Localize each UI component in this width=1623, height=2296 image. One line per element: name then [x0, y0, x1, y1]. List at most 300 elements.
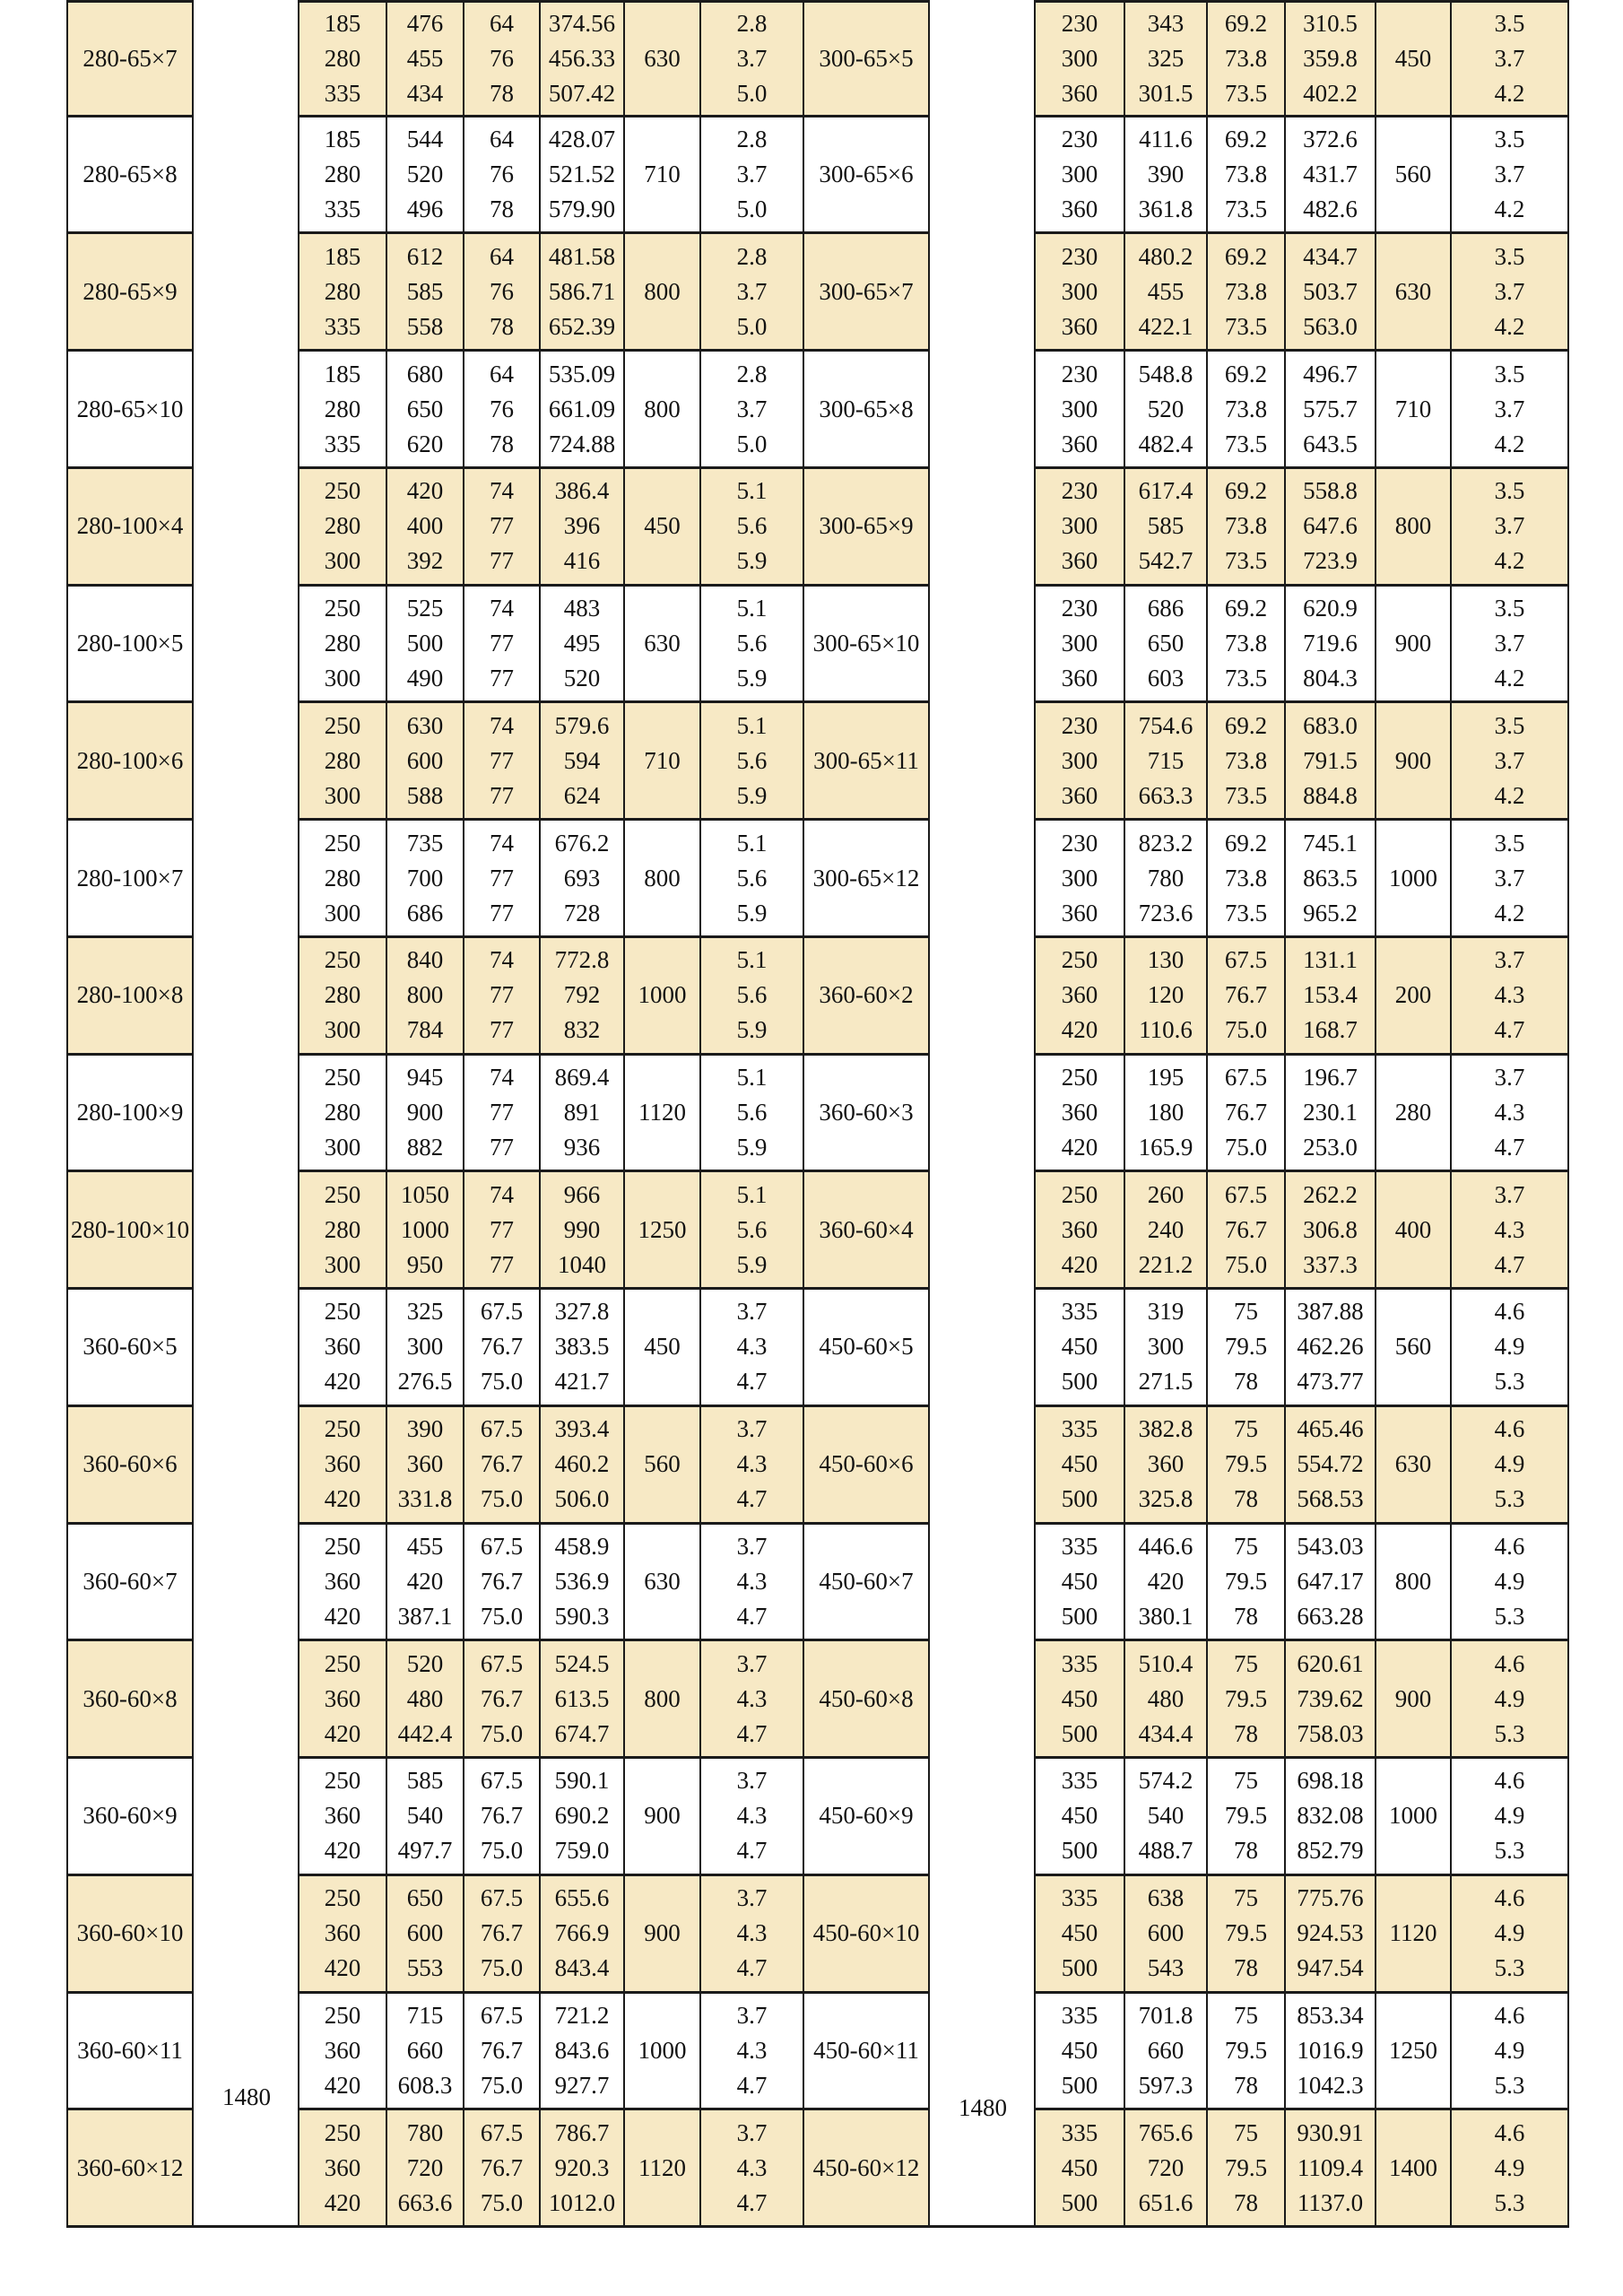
value-line: 4.2 — [1494, 899, 1525, 926]
value-line: 76.7 — [480, 1333, 524, 1361]
value-line: 75.0 — [480, 1602, 524, 1630]
value-line: 420 — [324, 1485, 361, 1513]
left-model-cell — [66, 1994, 194, 2111]
model-label: 450-60×10 — [812, 1919, 920, 1947]
left-npsh-cell — [701, 821, 804, 938]
value-line: 67.5 — [1224, 1180, 1268, 1208]
value-line: 548.8 — [1138, 360, 1193, 387]
value-line: 450 — [1061, 2036, 1098, 2064]
value-line: 300 — [324, 781, 361, 809]
value-line: 1120 — [638, 2153, 686, 2181]
value-line: 500 — [1061, 1719, 1098, 1747]
left-motor-power-cell — [625, 703, 701, 821]
value-line: 652.39 — [548, 312, 616, 340]
left-power-cell — [541, 703, 625, 821]
value-line: 4.7 — [736, 2071, 768, 2099]
right-model-cell — [804, 1641, 930, 1759]
value-line: 360 — [1061, 665, 1098, 692]
value-line: 920.3 — [554, 2153, 610, 2181]
value-line: 745.1 — [1303, 829, 1358, 857]
value-line: 73.8 — [1224, 395, 1268, 422]
right-speed-column-cell — [930, 938, 1036, 1056]
value-line: 3.7 — [1494, 1180, 1525, 1208]
value-line: 250 — [324, 1180, 361, 1208]
value-line: 75 — [1234, 1298, 1258, 1326]
value-line: 280 — [324, 1098, 361, 1126]
value-line: 5.3 — [1494, 1485, 1525, 1513]
value-line: 600 — [1147, 1919, 1185, 1947]
value-line: 613.5 — [554, 1684, 610, 1712]
value-line: 420 — [324, 2188, 361, 2216]
value-line: 153.4 — [1303, 981, 1358, 1009]
left-flow-cell — [299, 117, 387, 235]
value-line: 250 — [324, 2118, 361, 2146]
value-line: 661.09 — [548, 395, 616, 422]
value-line: 728 — [563, 899, 601, 926]
value-line: 74 — [490, 477, 514, 505]
left-power-cell — [541, 1056, 625, 1173]
value-line: 724.88 — [548, 430, 616, 457]
value-line: 250 — [1061, 1180, 1098, 1208]
value-line: 131.1 — [1303, 946, 1358, 974]
value-line: 4.7 — [736, 1368, 768, 1396]
value-line: 306.8 — [1303, 1215, 1358, 1243]
value-line: 280 — [324, 746, 361, 774]
value-line: 390 — [1147, 161, 1185, 188]
value-line: 4.6 — [1494, 1298, 1525, 1326]
value-line: 500 — [1061, 1368, 1098, 1396]
value-line: 482.4 — [1138, 430, 1193, 457]
right-motor-power-cell — [1376, 1172, 1452, 1290]
value-line: 335 — [1061, 1298, 1098, 1326]
right-model-cell — [804, 0, 930, 117]
left-head-cell — [387, 1525, 464, 1642]
value-line: 67.5 — [480, 1532, 524, 1560]
right-motor-power-cell — [1376, 587, 1452, 704]
left-head-cell — [387, 938, 464, 1056]
right-speed-column-cell — [930, 1641, 1036, 1759]
right-efficiency-cell — [1208, 469, 1286, 587]
value-line: 3.7 — [736, 1298, 768, 1326]
value-line: 4.7 — [1494, 1250, 1525, 1278]
value-line: 110.6 — [1139, 1016, 1193, 1044]
value-line: 3.7 — [1494, 395, 1525, 422]
value-line: 574.2 — [1138, 1767, 1193, 1795]
right-head-cell — [1125, 1525, 1208, 1642]
right-head-cell — [1125, 1759, 1208, 1876]
value-line: 650 — [406, 395, 444, 422]
right-speed-column-cell — [930, 1172, 1036, 1290]
value-line: 3.7 — [1494, 864, 1525, 891]
value-line: 869.4 — [554, 1063, 610, 1091]
value-line: 1012.0 — [548, 2188, 616, 2216]
value-line: 3.7 — [1494, 946, 1525, 974]
value-line: 387.88 — [1297, 1298, 1364, 1326]
value-line: 620 — [406, 430, 444, 457]
left-model-cell — [66, 0, 194, 117]
left-head-cell — [387, 1641, 464, 1759]
value-line: 331.8 — [397, 1485, 453, 1513]
right-npsh-cell — [1452, 1641, 1569, 1759]
left-head-cell — [387, 469, 464, 587]
right-npsh-cell — [1452, 1759, 1569, 1876]
left-flow-cell — [299, 1172, 387, 1290]
value-line: 380.1 — [1138, 1602, 1193, 1630]
right-head-cell — [1125, 469, 1208, 587]
value-line: 250 — [324, 477, 361, 505]
value-line: 335 — [1061, 2118, 1098, 2146]
value-line: 428.07 — [548, 126, 616, 153]
value-line: 500 — [1061, 1837, 1098, 1865]
model-label: 450-60×12 — [812, 2153, 920, 2181]
value-line: 4.9 — [1494, 1333, 1525, 1361]
value-line: 77 — [490, 1215, 514, 1243]
value-line: 630 — [644, 44, 681, 72]
value-line: 683.0 — [1303, 711, 1358, 739]
value-line: 882 — [406, 1133, 444, 1161]
left-power-cell — [541, 1525, 625, 1642]
value-line: 327.8 — [554, 1298, 610, 1326]
value-line: 76.7 — [480, 1567, 524, 1595]
left-npsh-cell — [701, 1407, 804, 1525]
value-line: 78 — [1234, 1368, 1258, 1396]
right-head-cell — [1125, 821, 1208, 938]
value-line: 300 — [1061, 512, 1098, 540]
value-line: 715 — [406, 2001, 444, 2029]
value-line: 421.7 — [554, 1368, 610, 1396]
value-line: 3.7 — [736, 1649, 768, 1677]
value-line: 446.6 — [1138, 1532, 1193, 1560]
right-efficiency-cell — [1208, 821, 1286, 938]
left-flow-cell — [299, 1525, 387, 1642]
value-line: 554.72 — [1297, 1450, 1364, 1478]
right-power-cell — [1286, 0, 1376, 117]
value-line: 3.7 — [1494, 630, 1525, 657]
value-line: 73.5 — [1224, 196, 1268, 223]
right-efficiency-cell — [1208, 1056, 1286, 1173]
left-speed-column-cell — [194, 1056, 299, 1173]
value-line: 1000 — [1389, 1802, 1437, 1830]
left-motor-power-cell — [625, 1994, 701, 2111]
value-line: 420 — [324, 1954, 361, 1982]
value-line: 77 — [490, 547, 514, 575]
right-power-cell — [1286, 1172, 1376, 1290]
value-line: 75 — [1234, 1532, 1258, 1560]
left-speed-column-cell — [194, 1172, 299, 1290]
right-model-cell — [804, 1407, 930, 1525]
value-line: 78 — [1234, 1485, 1258, 1513]
value-line: 4.6 — [1494, 1884, 1525, 1912]
value-line: 4.2 — [1494, 781, 1525, 809]
right-speed-column-cell — [930, 2110, 1036, 2228]
model-label: 300-65×5 — [819, 44, 914, 72]
left-power-cell — [541, 938, 625, 1056]
left-efficiency-cell — [464, 469, 541, 587]
right-flow-cell — [1036, 1172, 1125, 1290]
value-line: 455 — [1147, 277, 1185, 305]
left-head-cell — [387, 2110, 464, 2228]
left-flow-cell — [299, 469, 387, 587]
value-line: 64 — [490, 242, 514, 270]
value-line: 280 — [1394, 1098, 1432, 1126]
value-line: 431.7 — [1303, 161, 1358, 188]
value-line: 4.7 — [736, 1954, 768, 1982]
right-efficiency-cell — [1208, 938, 1286, 1056]
right-power-cell — [1286, 703, 1376, 821]
left-head-cell — [387, 0, 464, 117]
left-speed-column-cell — [194, 117, 299, 235]
left-efficiency-cell — [464, 1525, 541, 1642]
model-label: 280-100×9 — [76, 1098, 184, 1126]
value-line: 360 — [324, 1333, 361, 1361]
value-line: 5.6 — [736, 1215, 768, 1243]
right-flow-cell — [1036, 117, 1125, 235]
left-power-cell — [541, 0, 625, 117]
value-line: 360 — [324, 1684, 361, 1712]
left-flow-cell — [299, 1641, 387, 1759]
value-line: 630 — [1394, 277, 1432, 305]
value-line: 759.0 — [554, 1837, 610, 1865]
value-line: 520 — [406, 161, 444, 188]
value-line: 250 — [324, 595, 361, 622]
value-line: 3.5 — [1494, 242, 1525, 270]
value-line: 73.5 — [1224, 79, 1268, 107]
value-line: 660 — [1147, 2036, 1185, 2064]
left-speed-column-cell — [194, 587, 299, 704]
value-line: 360 — [324, 1802, 361, 1830]
value-line: 76.7 — [1224, 1215, 1268, 1243]
value-line: 77 — [490, 630, 514, 657]
value-line: 4.7 — [1494, 1016, 1525, 1044]
right-flow-cell — [1036, 1407, 1125, 1525]
left-flow-cell — [299, 1056, 387, 1173]
value-line: 420 — [1061, 1133, 1098, 1161]
left-efficiency-cell — [464, 1876, 541, 1994]
value-line: 300 — [324, 899, 361, 926]
value-line: 74 — [490, 946, 514, 974]
model-label: 450-60×8 — [819, 1684, 914, 1712]
value-line: 765.6 — [1138, 2118, 1193, 2146]
right-npsh-cell — [1452, 587, 1569, 704]
right-model-cell — [804, 2110, 930, 2228]
value-line: 73.5 — [1224, 547, 1268, 575]
value-line: 543.03 — [1297, 1532, 1364, 1560]
value-line: 524.5 — [554, 1649, 610, 1677]
value-line: 250 — [324, 1532, 361, 1560]
value-line: 400 — [1394, 1215, 1432, 1243]
value-line: 723.6 — [1138, 899, 1193, 926]
value-line: 4.6 — [1494, 2118, 1525, 2146]
left-efficiency-cell — [464, 117, 541, 235]
value-line: 766.9 — [554, 1919, 610, 1947]
left-flow-cell — [299, 0, 387, 117]
value-line: 75 — [1234, 1415, 1258, 1443]
value-line: 78 — [1234, 1837, 1258, 1865]
value-line: 936 — [563, 1133, 601, 1161]
right-efficiency-cell — [1208, 0, 1286, 117]
value-line: 4.6 — [1494, 1415, 1525, 1443]
value-line: 221.2 — [1138, 1250, 1193, 1278]
value-line: 78 — [490, 312, 514, 340]
value-line: 2.8 — [736, 242, 768, 270]
value-line: 1050 — [401, 1180, 449, 1208]
value-line: 69.2 — [1224, 829, 1268, 857]
value-line: 4.3 — [736, 1450, 768, 1478]
right-npsh-cell — [1452, 1407, 1569, 1525]
value-line: 1016.9 — [1297, 2036, 1364, 2064]
right-motor-power-cell — [1376, 1525, 1452, 1642]
value-line: 3.7 — [736, 277, 768, 305]
value-line: 5.0 — [736, 312, 768, 340]
value-line: 739.62 — [1297, 1684, 1364, 1712]
value-line: 250 — [1061, 1063, 1098, 1091]
value-line: 250 — [324, 1649, 361, 1677]
value-line: 69.2 — [1224, 242, 1268, 270]
left-model-cell — [66, 469, 194, 587]
value-line: 360 — [324, 1567, 361, 1595]
value-line: 434.4 — [1138, 1719, 1193, 1747]
value-line: 800 — [406, 981, 444, 1009]
value-line: 75 — [1234, 1884, 1258, 1912]
value-line: 75.0 — [480, 2188, 524, 2216]
value-line: 698.18 — [1297, 1767, 1364, 1795]
value-line: 579.6 — [554, 711, 610, 739]
model-label: 280-65×8 — [82, 161, 178, 188]
value-line: 586.71 — [548, 277, 616, 305]
value-line: 663.28 — [1297, 1602, 1364, 1630]
value-line: 3.7 — [736, 395, 768, 422]
value-line: 77 — [490, 981, 514, 1009]
value-line: 5.0 — [736, 430, 768, 457]
value-line: 78 — [490, 79, 514, 107]
left-npsh-cell — [701, 1759, 804, 1876]
right-efficiency-cell — [1208, 2110, 1286, 2228]
left-motor-power-cell — [625, 1525, 701, 1642]
value-line: 5.1 — [736, 711, 768, 739]
value-line: 3.5 — [1494, 9, 1525, 37]
right-flow-cell — [1036, 587, 1125, 704]
right-flow-cell — [1036, 234, 1125, 352]
right-npsh-cell — [1452, 1525, 1569, 1642]
value-line: 5.3 — [1494, 1719, 1525, 1747]
right-motor-power-cell — [1376, 469, 1452, 587]
value-line: 1000 — [638, 981, 687, 1009]
value-line: 1040 — [558, 1250, 606, 1278]
left-power-cell — [541, 1407, 625, 1525]
right-efficiency-cell — [1208, 1641, 1286, 1759]
left-npsh-cell — [701, 1290, 804, 1407]
value-line: 450 — [1061, 1919, 1098, 1947]
left-npsh-cell — [701, 234, 804, 352]
value-line: 67.5 — [1224, 1063, 1268, 1091]
right-flow-cell — [1036, 2110, 1125, 2228]
value-line: 130 — [1147, 946, 1185, 974]
value-line: 250 — [324, 1884, 361, 1912]
value-line: 758.03 — [1297, 1719, 1364, 1747]
value-line: 588 — [406, 781, 444, 809]
value-line: 5.6 — [736, 981, 768, 1009]
right-motor-power-cell — [1376, 1759, 1452, 1876]
right-motor-power-cell — [1376, 1994, 1452, 2111]
value-line: 4.9 — [1494, 2153, 1525, 2181]
left-model-cell — [66, 117, 194, 235]
right-head-cell — [1125, 0, 1208, 117]
value-line: 73.8 — [1224, 630, 1268, 657]
value-line: 67.5 — [480, 1298, 524, 1326]
right-efficiency-cell — [1208, 352, 1286, 469]
model-label: 280-100×10 — [70, 1215, 190, 1243]
value-line: 560 — [1394, 1333, 1432, 1361]
left-efficiency-cell — [464, 1290, 541, 1407]
value-line: 360 — [1061, 312, 1098, 340]
value-line: 455 — [406, 1532, 444, 1560]
value-line: 79.5 — [1224, 1802, 1268, 1830]
right-flow-cell — [1036, 821, 1125, 938]
value-line: 75.0 — [480, 2071, 524, 2099]
value-line: 75 — [1234, 2118, 1258, 2146]
value-line: 77 — [490, 512, 514, 540]
value-line: 4.6 — [1494, 2001, 1525, 2029]
value-line: 77 — [490, 864, 514, 891]
value-line: 420 — [1147, 1567, 1185, 1595]
value-line: 542.7 — [1138, 547, 1193, 575]
value-line: 723.9 — [1303, 547, 1358, 575]
right-efficiency-cell — [1208, 1759, 1286, 1876]
right-head-cell — [1125, 1641, 1208, 1759]
value-line: 4.2 — [1494, 430, 1525, 457]
right-efficiency-cell — [1208, 1290, 1286, 1407]
value-line: 335 — [1061, 1415, 1098, 1443]
model-label: 280-100×7 — [76, 864, 184, 891]
value-line: 575.7 — [1303, 395, 1358, 422]
value-line: 1042.3 — [1297, 2071, 1364, 2099]
left-motor-power-cell — [625, 938, 701, 1056]
value-line: 77 — [490, 1098, 514, 1126]
value-line: 5.9 — [736, 665, 768, 692]
value-line: 686 — [406, 899, 444, 926]
value-line: 73.8 — [1224, 277, 1268, 305]
value-line: 663.6 — [397, 2188, 453, 2216]
right-power-cell — [1286, 117, 1376, 235]
value-line: 360 — [1061, 547, 1098, 575]
right-model-cell — [804, 587, 930, 704]
value-line: 450 — [644, 512, 681, 540]
value-line: 280 — [324, 395, 361, 422]
value-line: 4.9 — [1494, 1919, 1525, 1947]
value-line: 735 — [406, 829, 444, 857]
left-npsh-cell — [701, 2110, 804, 2228]
value-line: 450 — [1061, 1802, 1098, 1830]
value-line: 360 — [1061, 899, 1098, 926]
value-line: 335 — [1061, 2001, 1098, 2029]
value-line: 420 — [324, 1837, 361, 1865]
value-line: 786.7 — [554, 2118, 610, 2146]
left-head-cell — [387, 1056, 464, 1173]
model-label: 360-60×10 — [76, 1919, 184, 1947]
value-line: 276.5 — [397, 1368, 453, 1396]
right-efficiency-cell — [1208, 703, 1286, 821]
value-line: 360 — [324, 2153, 361, 2181]
value-line: 300 — [1061, 277, 1098, 305]
right-head-cell — [1125, 234, 1208, 352]
value-line: 804.3 — [1303, 665, 1358, 692]
value-line: 280 — [324, 277, 361, 305]
value-line: 900 — [406, 1098, 444, 1126]
right-speed-column-cell — [930, 234, 1036, 352]
value-line: 4.2 — [1494, 665, 1525, 692]
left-npsh-cell — [701, 0, 804, 117]
value-line: 4.3 — [1494, 981, 1525, 1009]
